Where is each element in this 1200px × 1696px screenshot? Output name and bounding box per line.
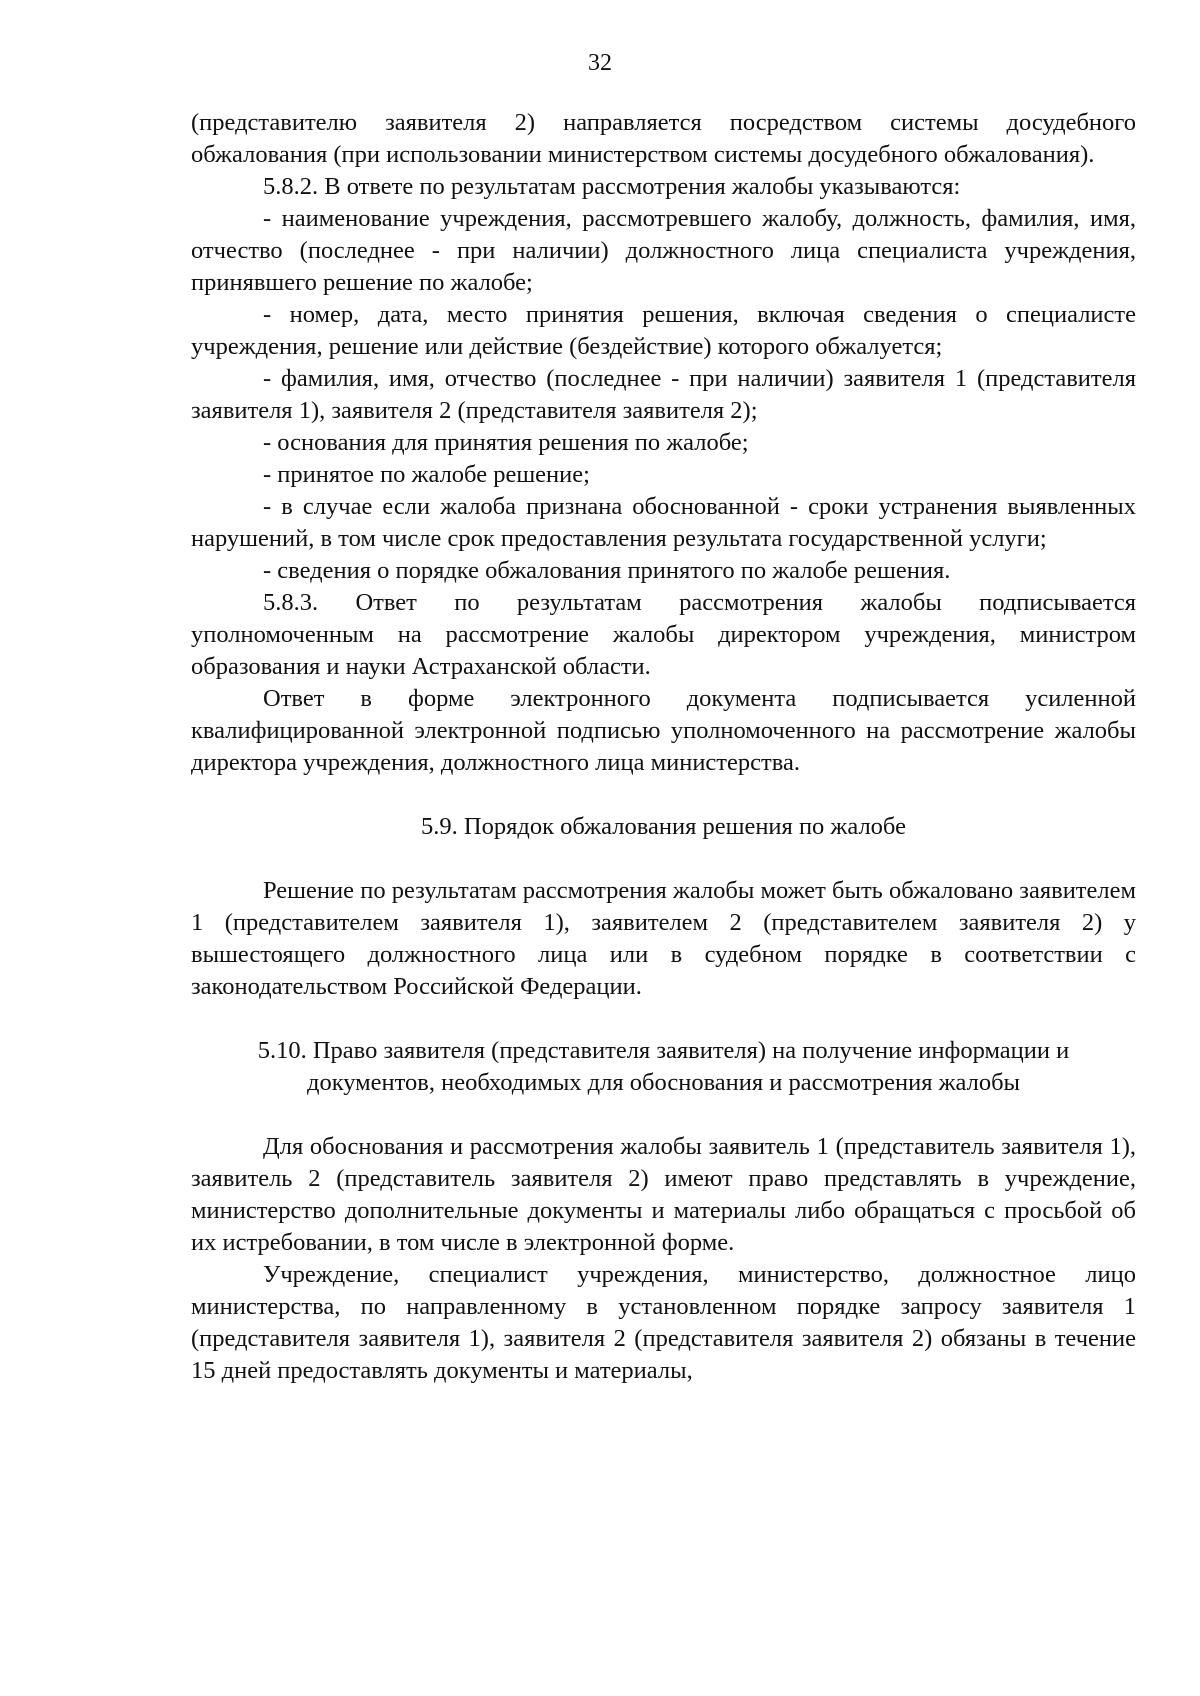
paragraph-electronic-signature: Ответ в форме электронного документа подписывается усиленной квалифицированной электронной подписью уполномоченного на рассмотрение жалобы директора учреждения, должностного лица министерства. bbox=[191, 685, 1136, 776]
paragraph-5-10-obligation: Учреждение, специалист учреждения, министерство, должностное лицо министерства, по направленному в установленном порядке запросу заявителя 1 (представителя заявителя 1), заявителя 2 (представителя заявителя 2) обязаны в течение 15 дней предоставлять документы и материалы, bbox=[191, 1261, 1136, 1384]
list-item-institution-name: - наименование учреждения, рассмотревшего жалобу, должность, фамилия, имя, отчество (последнее - при наличии) должностного лица специалиста учреждения, принявшего решение по жалобе; bbox=[191, 205, 1136, 296]
page-number: 32 bbox=[588, 50, 612, 76]
section-heading-5-10: 5.10. Право заявителя (представителя заявителя) на получение информации и документов, необходимых для обоснования и рассмотрения жалобы bbox=[257, 1037, 1070, 1096]
paragraph-5-8-2: 5.8.2. В ответе по результатам рассмотрения жалобы указываются: bbox=[263, 173, 961, 200]
list-item-grounds: - основания для принятия решения по жалобе; bbox=[263, 429, 749, 456]
list-item-appeal-procedure: - сведения о порядке обжалования принятого по жалобе решения. bbox=[263, 557, 951, 584]
document-body bbox=[191, 107, 1136, 1387]
list-item-remedy-terms: - в случае если жалоба признана обоснованной - сроки устранения выявленных нарушений, в том числе срок предоставления результата государственной услуги; bbox=[191, 493, 1136, 552]
paragraph-5-8-3: 5.8.3. Ответ по результатам рассмотрения жалобы подписывается уполномоченным на рассмотрение жалобы директором учреждения, министром образования и науки Астраханской области. bbox=[191, 589, 1136, 680]
list-item-applicant-name: - фамилия, имя, отчество (последнее - при наличии) заявителя 1 (представителя заявителя 1), заявителя 2 (представителя заявителя 2); bbox=[191, 365, 1136, 424]
paragraph-continuation: (представителю заявителя 2) направляется посредством системы досудебного обжалования (при использовании министерством системы досудебного обжалования). bbox=[191, 109, 1136, 168]
list-item-decision-number: - номер, дата, место принятия решения, включая сведения о специалисте учреждения, решение или действие (бездействие) которого обжалуется; bbox=[191, 301, 1136, 360]
paragraph-5-9: Решение по результатам рассмотрения жалобы может быть обжаловано заявителем 1 (представителем заявителя 1), заявителем 2 (представителем заявителя 2) у вышестоящего должностного лица или в судебном порядке в соответствии с законодательством Российской Федерации. bbox=[191, 877, 1136, 1000]
paragraph-5-10-right: Для обоснования и рассмотрения жалобы заявитель 1 (представитель заявителя 1), заявитель 2 (представитель заявителя 2) имеют право представлять в учреждение, министерство дополнительные документы и материалы либо обращаться с просьбой об их истребовании, в том числе в электронной форме. bbox=[191, 1133, 1136, 1256]
section-heading-5-9: 5.9. Порядок обжалования решения по жалобе bbox=[421, 813, 906, 840]
list-item-decision: - принятое по жалобе решение; bbox=[263, 461, 590, 488]
